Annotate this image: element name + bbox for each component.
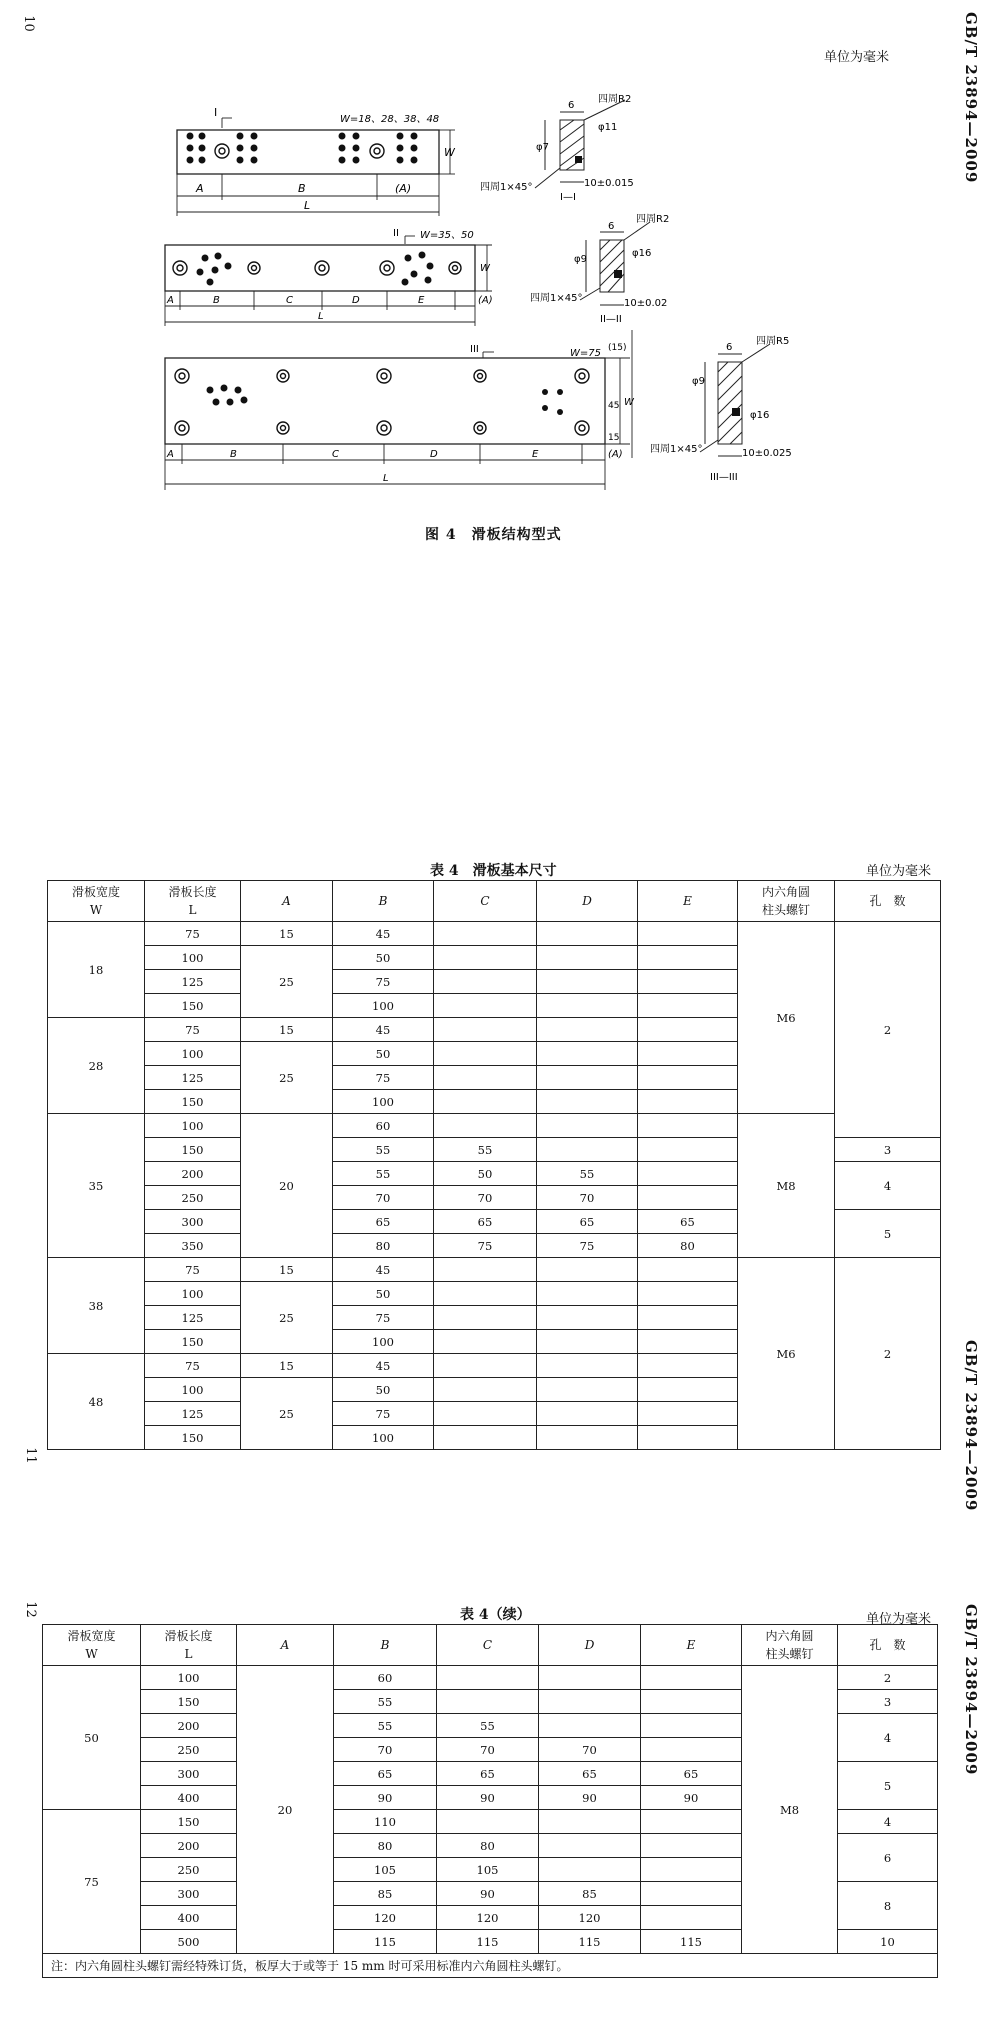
length-cell: 200 [145,1162,241,1186]
column-header: 滑板宽度 W [43,1625,141,1666]
c-cell [434,922,537,946]
svg-text:L: L [318,311,324,322]
figure-4-drawings [0,0,1000,560]
e-cell [638,1018,738,1042]
c-cell: 70 [434,1186,537,1210]
holes-cell: 4 [835,1162,941,1210]
column-header: D [537,881,638,922]
b-cell: 70 [333,1186,434,1210]
e-cell [638,1114,738,1138]
a-cell: 25 [241,946,333,1018]
a-cell: 25 [241,1282,333,1354]
b-cell: 60 [333,1114,434,1138]
b-cell: 100 [333,1090,434,1114]
b-cell: 110 [334,1810,437,1834]
d-cell [537,922,638,946]
width-cell: 75 [43,1810,141,1954]
e-cell [641,1882,742,1906]
e-cell [638,970,738,994]
b-cell: 50 [333,1042,434,1066]
e-cell [638,994,738,1018]
d-cell [537,1090,638,1114]
b-cell: 50 [333,1378,434,1402]
e-cell [638,1258,738,1282]
e-cell [638,1426,738,1450]
e-cell [638,1330,738,1354]
svg-text:(15): (15) [608,343,627,353]
length-cell: 150 [145,1090,241,1114]
c-cell [434,1378,537,1402]
d-cell [537,1378,638,1402]
svg-text:φ7: φ7 [536,142,549,153]
holes-cell: 8 [838,1882,938,1930]
c-cell [434,994,537,1018]
width-cell: 48 [48,1354,145,1450]
e-cell [638,1354,738,1378]
svg-text:A: A [196,182,204,195]
b-cell: 50 [333,946,434,970]
svg-text:W: W [624,397,634,408]
width-cell: 28 [48,1018,145,1114]
unit-note-figure: 单位为毫米 [824,50,890,65]
e-cell [641,1738,742,1762]
d-cell: 70 [537,1186,638,1210]
e-cell [641,1810,742,1834]
c-cell: 105 [437,1858,539,1882]
b-cell: 45 [333,1354,434,1378]
d-cell: 65 [537,1210,638,1234]
d-cell: 70 [539,1738,641,1762]
cut-label-3: III [470,344,479,355]
e-cell: 115 [641,1930,742,1954]
b-cell: 100 [333,1330,434,1354]
length-cell: 250 [141,1858,237,1882]
svg-text:B: B [230,449,237,460]
plate-3-holes [175,369,589,435]
d-cell: 115 [539,1930,641,1954]
table-1 [47,880,941,1450]
column-header: B [334,1625,437,1666]
length-cell: 75 [145,922,241,946]
c-cell: 65 [437,1762,539,1786]
e-cell [638,1402,738,1426]
svg-text:6: 6 [726,342,733,353]
a-cell: 20 [241,1114,333,1258]
b-cell: 75 [333,1306,434,1330]
b-cell: 80 [333,1234,434,1258]
svg-text:B: B [213,295,220,306]
d-cell [537,1306,638,1330]
c-cell: 90 [437,1786,539,1810]
e-cell [638,1138,738,1162]
table-row [48,922,941,946]
holes-cell: 2 [835,1258,941,1450]
svg-text:E: E [418,295,425,306]
c-cell [434,970,537,994]
e-cell [638,1066,738,1090]
c-cell: 55 [434,1138,537,1162]
length-cell: 400 [141,1786,237,1810]
c-cell [434,1258,537,1282]
length-cell: 200 [141,1714,237,1738]
d-cell [539,1810,641,1834]
length-cell: 75 [145,1258,241,1282]
b-cell: 55 [334,1714,437,1738]
length-cell: 300 [141,1762,237,1786]
svg-text:φ16: φ16 [632,248,652,259]
column-header: 内六角圆 柱头螺钉 [742,1625,838,1666]
length-cell: 150 [141,1690,237,1714]
column-header: 滑板宽度 W [48,881,145,922]
svg-text:φ16: φ16 [750,410,770,421]
length-cell: 150 [145,994,241,1018]
b-cell: 45 [333,922,434,946]
d-cell [537,1042,638,1066]
e-cell [638,946,738,970]
b-cell: 80 [334,1834,437,1858]
svg-text:10±0.015: 10±0.015 [584,178,634,189]
length-cell: 100 [145,1282,241,1306]
length-cell: 300 [145,1210,241,1234]
e-cell [638,1042,738,1066]
b-cell: 100 [333,1426,434,1450]
edge-r-2: 四周R2 [636,214,670,225]
length-cell: 150 [141,1810,237,1834]
svg-text:6: 6 [608,221,615,232]
length-cell: 250 [145,1186,241,1210]
svg-text:W: W [444,146,455,159]
d-cell [537,994,638,1018]
c-cell [434,1306,537,1330]
table-note: 注：内六角圆柱头螺钉需经特殊订货，板厚大于或等于 15 mm 时可采用标准内六角圆柱头螺钉。 [43,1954,938,1978]
e-cell: 90 [641,1786,742,1810]
a-cell: 15 [241,922,333,946]
holes-cell: 3 [835,1138,941,1162]
svg-text:15: 15 [608,433,620,443]
length-cell: 100 [145,946,241,970]
holes-cell: 5 [838,1762,938,1810]
holes-cell: 4 [838,1714,938,1762]
column-header: A [237,1625,334,1666]
page-number-bottom: 12 [22,1601,38,1618]
holes-cell: 10 [838,1930,938,1954]
e-cell [641,1714,742,1738]
svg-text:B: B [298,182,306,195]
column-header: 孔 数 [835,881,941,922]
svg-text:C: C [286,295,293,306]
d-cell [537,1114,638,1138]
column-header: 孔 数 [838,1625,938,1666]
table-1-title: 表 4 滑板基本尺寸 [430,863,557,879]
e-cell [638,1282,738,1306]
length-cell: 125 [145,1066,241,1090]
length-cell: 75 [145,1354,241,1378]
d-cell [539,1858,641,1882]
column-header: B [333,881,434,922]
e-cell: 65 [641,1762,742,1786]
screw-cell: M6 [738,922,835,1114]
chamfer-2: 四周1×45° [530,293,583,304]
column-header: E [638,881,738,922]
column-header: 滑板长度 L [141,1625,237,1666]
e-cell [641,1690,742,1714]
unit-note-table-2: 单位为毫米 [866,1612,932,1627]
d-cell [539,1666,641,1690]
svg-text:45: 45 [608,401,620,411]
column-header: 内六角圆 柱头螺钉 [738,881,835,922]
e-cell [638,1162,738,1186]
width-cell: 38 [48,1258,145,1354]
length-cell: 400 [141,1906,237,1930]
d-cell [537,970,638,994]
edge-r-1: 四周R2 [598,94,632,105]
width-note-3: W=75 [570,348,601,359]
d-cell: 75 [537,1234,638,1258]
section-3: III—III [710,472,738,483]
b-cell: 75 [333,1066,434,1090]
b-cell: 120 [334,1906,437,1930]
b-cell: 55 [334,1690,437,1714]
c-cell: 115 [437,1930,539,1954]
width-note-2: W=35、50 [420,230,474,241]
cut-label-1: I [214,106,218,119]
svg-text:W: W [480,263,490,274]
b-cell: 45 [333,1258,434,1282]
svg-text:(A): (A) [395,182,412,195]
c-cell: 50 [434,1162,537,1186]
d-cell: 65 [539,1762,641,1786]
column-header: A [241,881,333,922]
width-cell: 35 [48,1114,145,1258]
c-cell [434,1066,537,1090]
c-cell [434,1090,537,1114]
standard-code-mid: GB/T 23894—2009 [962,1340,980,1512]
b-cell: 55 [333,1162,434,1186]
e-cell [641,1834,742,1858]
b-cell: 65 [333,1210,434,1234]
chamfer-1: 四周1×45° [480,182,533,193]
chamfer-3: 四周1×45° [650,444,703,455]
b-cell: 50 [333,1282,434,1306]
c-cell [437,1810,539,1834]
b-cell: 65 [334,1762,437,1786]
column-header: C [434,881,537,922]
c-cell [434,1426,537,1450]
svg-text:φ9: φ9 [574,254,587,265]
d-cell [539,1834,641,1858]
e-cell [641,1858,742,1882]
table-note-row [43,1954,938,1978]
c-cell: 120 [437,1906,539,1930]
c-cell: 65 [434,1210,537,1234]
column-header: D [539,1625,641,1666]
length-cell: 200 [141,1834,237,1858]
length-cell: 250 [141,1738,237,1762]
a-cell: 20 [237,1666,334,1954]
a-cell: 25 [241,1042,333,1114]
c-cell: 75 [434,1234,537,1258]
svg-text:A: A [167,449,174,460]
c-cell [434,1018,537,1042]
screw-cell: M6 [738,1258,835,1450]
d-cell: 55 [537,1162,638,1186]
c-cell [434,1042,537,1066]
table-2-title: 表 4（续） [460,1607,531,1623]
d-cell [537,1018,638,1042]
b-cell: 85 [334,1882,437,1906]
length-cell: 150 [145,1330,241,1354]
length-cell: 150 [145,1138,241,1162]
b-cell: 70 [334,1738,437,1762]
e-cell [638,1378,738,1402]
section-2: II—II [600,314,622,325]
c-cell [434,1330,537,1354]
c-cell: 80 [437,1834,539,1858]
e-cell [638,922,738,946]
length-cell: 100 [141,1666,237,1690]
d-cell: 85 [539,1882,641,1906]
length-cell: 350 [145,1234,241,1258]
length-cell: 300 [141,1882,237,1906]
page-number-top: 10 [20,15,36,32]
svg-text:L: L [304,199,311,212]
c-cell [434,1114,537,1138]
figure-caption: 图 4 滑板结构型式 [425,527,562,543]
c-cell: 90 [437,1882,539,1906]
d-cell [537,1330,638,1354]
svg-text:L: L [383,473,389,484]
e-cell [638,1090,738,1114]
width-note-1: W=18、28、38、48 [340,114,440,125]
d-cell [537,1282,638,1306]
d-cell [537,1426,638,1450]
length-cell: 100 [145,1114,241,1138]
d-cell [537,1138,638,1162]
length-cell: 500 [141,1930,237,1954]
holes-cell: 4 [838,1810,938,1834]
table-2 [42,1624,938,1978]
a-cell: 25 [241,1378,333,1450]
table-row [48,1114,941,1138]
d-cell: 90 [539,1786,641,1810]
e-cell [638,1186,738,1210]
column-header: C [437,1625,539,1666]
c-cell [434,1282,537,1306]
length-cell: 100 [145,1378,241,1402]
c-cell [437,1690,539,1714]
width-cell: 18 [48,922,145,1018]
a-cell: 15 [241,1354,333,1378]
holes-cell: 2 [838,1666,938,1690]
c-cell [437,1666,539,1690]
length-cell: 150 [145,1426,241,1450]
e-cell [641,1666,742,1690]
holes-cell: 5 [835,1210,941,1258]
svg-text:(A): (A) [478,295,493,306]
table-header-row [48,881,941,922]
edge-r-3: 四周R5 [756,336,790,347]
b-cell: 60 [334,1666,437,1690]
width-cell: 50 [43,1666,141,1810]
screw-cell: M8 [742,1666,838,1954]
column-header: E [641,1625,742,1666]
d-cell [537,1066,638,1090]
section-1: I—I [560,192,576,203]
length-cell: 125 [145,1306,241,1330]
b-cell: 75 [333,970,434,994]
e-cell: 65 [638,1210,738,1234]
e-cell [638,1306,738,1330]
svg-text:6: 6 [568,100,575,111]
length-cell: 125 [145,970,241,994]
svg-text:(A): (A) [608,449,623,460]
c-cell: 55 [437,1714,539,1738]
holes-cell: 3 [838,1690,938,1714]
table-header-row [43,1625,938,1666]
b-cell: 100 [333,994,434,1018]
c-cell: 70 [437,1738,539,1762]
b-cell: 90 [334,1786,437,1810]
svg-text:φ11: φ11 [598,122,618,133]
svg-text:C: C [332,449,339,460]
c-cell [434,946,537,970]
column-header: 滑板长度 L [145,881,241,922]
svg-text:A: A [167,295,174,306]
page-number-mid: 11 [22,1447,38,1464]
d-cell [539,1714,641,1738]
screw-cell: M8 [738,1114,835,1258]
c-cell [434,1402,537,1426]
table-row [48,1258,941,1282]
cut-label-2: II [393,228,399,239]
standard-code-top: GB/T 23894—2009 [962,12,980,184]
svg-text:D: D [352,295,360,306]
table-row [43,1666,938,1690]
b-cell: 45 [333,1018,434,1042]
d-cell [537,1402,638,1426]
a-cell: 15 [241,1258,333,1282]
b-cell: 75 [333,1402,434,1426]
d-cell [539,1690,641,1714]
holes-cell: 2 [835,922,941,1138]
svg-text:10±0.02: 10±0.02 [624,298,668,309]
d-cell [537,946,638,970]
holes-cell: 6 [838,1834,938,1882]
unit-note-table-1: 单位为毫米 [866,864,932,879]
e-cell: 80 [638,1234,738,1258]
svg-text:D: D [430,449,438,460]
length-cell: 125 [145,1402,241,1426]
standard-code-bottom: GB/T 23894—2009 [962,1604,980,1776]
svg-text:10±0.025: 10±0.025 [742,448,792,459]
b-cell: 105 [334,1858,437,1882]
d-cell [537,1354,638,1378]
c-cell [434,1354,537,1378]
length-cell: 75 [145,1018,241,1042]
e-cell [641,1906,742,1930]
svg-text:E: E [532,449,539,460]
svg-text:φ9: φ9 [692,376,705,387]
b-cell: 55 [333,1138,434,1162]
d-cell [537,1258,638,1282]
a-cell: 15 [241,1018,333,1042]
d-cell: 120 [539,1906,641,1930]
length-cell: 100 [145,1042,241,1066]
b-cell: 115 [334,1930,437,1954]
